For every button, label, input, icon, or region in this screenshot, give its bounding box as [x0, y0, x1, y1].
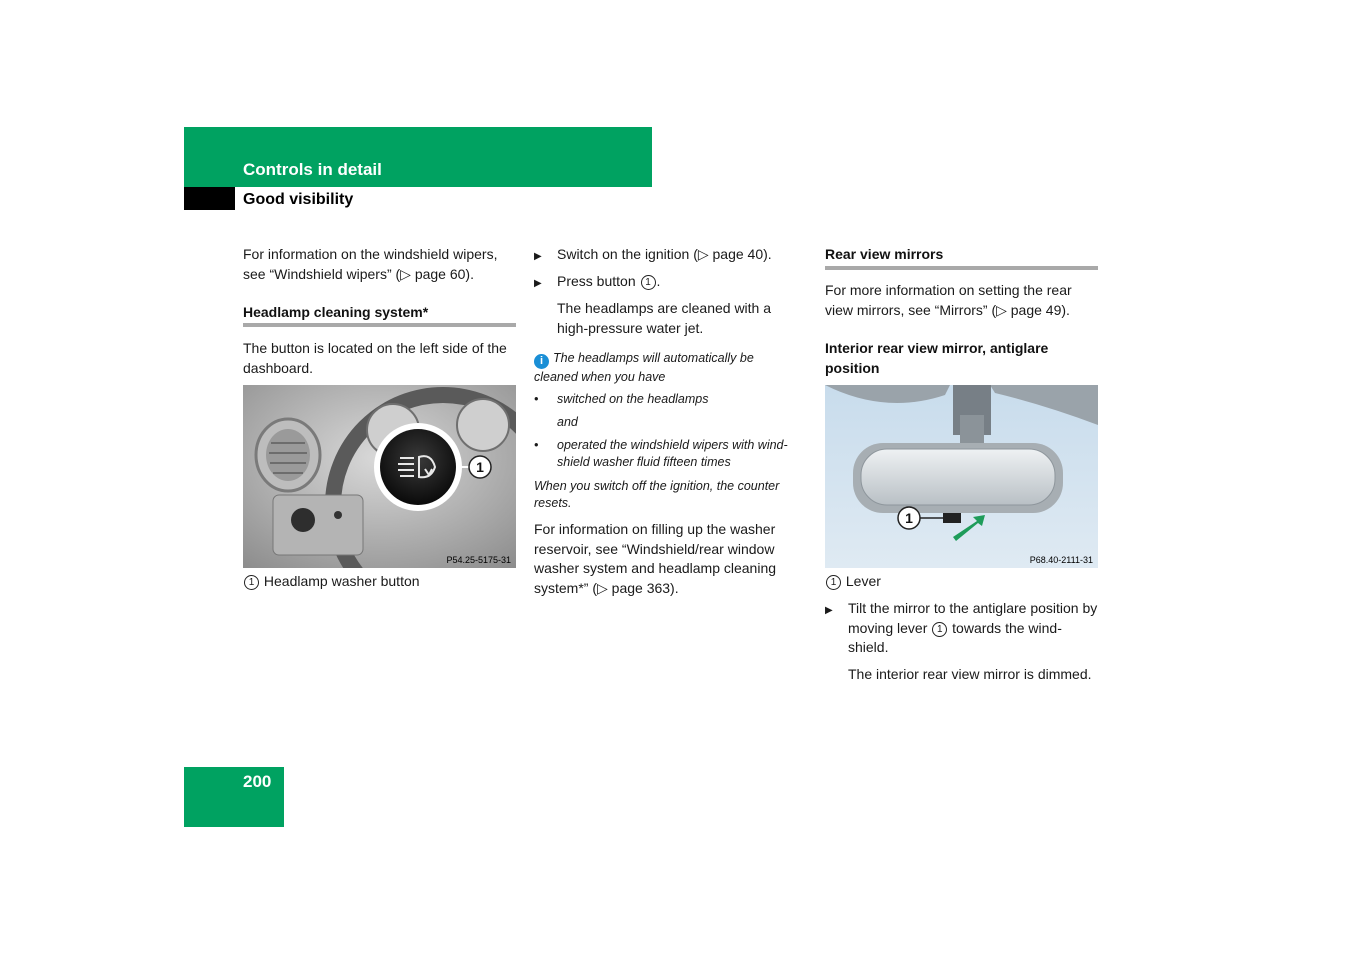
bullet-icon: •	[534, 392, 539, 406]
caption-headlamp-washer	[243, 572, 518, 592]
note-and: and	[557, 415, 578, 429]
rear-mirror-image	[825, 385, 1098, 568]
heading-rule	[825, 266, 1098, 270]
button-location-text: The button is located on the left side of the dashboard.	[243, 340, 507, 376]
section-tab-marker	[184, 187, 235, 210]
note-bullet-1: switched on the headlamps	[557, 392, 709, 406]
page-number: 200	[243, 772, 272, 791]
headlamp-button-image	[243, 385, 516, 568]
callout-marker: 1	[641, 275, 656, 290]
subsection-title: Good visibility	[243, 191, 354, 208]
bullet-icon: •	[534, 438, 539, 452]
callout-marker: 1	[932, 622, 947, 637]
note-end: When you switch off the ignition, the counter resets.	[534, 479, 780, 510]
image-code: P54.25-5175-31	[446, 555, 511, 565]
image-callout-1: 1	[905, 510, 913, 526]
caption-text: Headlamp washer button	[263, 573, 420, 589]
step-arrow-icon: ▶	[534, 278, 542, 289]
callout-marker: 1	[826, 575, 841, 590]
headlamp-cleaning-heading: Headlamp cleaning system*	[243, 304, 429, 320]
step-arrow-icon: ▶	[825, 605, 833, 616]
note-intro	[534, 350, 796, 386]
heading-rule	[243, 323, 516, 327]
rear-view-mirrors-heading: Rear view mirrors	[825, 246, 944, 262]
caption-text: Lever	[845, 573, 881, 589]
step-arrow-icon: ▶	[534, 251, 542, 262]
step-suffix: towards the wind-shield.	[848, 619, 1062, 655]
section-title: Controls in detail	[243, 160, 382, 179]
step-ignition: Switch on the ignition (▷ page 40).	[557, 246, 772, 262]
step-suffix: .	[656, 273, 661, 289]
step-text: Tilt the mirror to the antiglare position by moving lever	[848, 600, 1098, 636]
mirror-info-text: For more information on setting the rear view mirrors, see “Mirrors” (▷ page 49).	[825, 282, 1072, 318]
step-result: The headlamps are cleaned with a high-pressure water jet.	[557, 300, 772, 336]
wiper-info-text: For information on the windshield wipers, see “Windshield wipers” (▷ page 60).	[243, 246, 498, 282]
step-text: Press button	[557, 273, 636, 289]
image-code: P68.40-2111-31	[1029, 555, 1093, 565]
info-icon: i	[534, 354, 549, 369]
washer-reservoir-info: For information on filling up the washer reservoir, see “Windshield/rear window washer system and headlamp cleaning system*” (▷ page 363).	[534, 521, 777, 596]
callout-marker: 1	[244, 575, 259, 590]
step-press-button	[557, 272, 802, 292]
image-callout-1: 1	[476, 459, 484, 475]
step-tilt-mirror	[848, 599, 1100, 658]
note-bullet-2: operated the windshield wipers with wind-shield washer fluid fifteen times	[557, 438, 788, 469]
interior-mirror-subheading: Interior rear view mirror, antiglare position	[825, 340, 1049, 376]
mirror-dimmed-result: The interior rear view mirror is dimmed.	[848, 666, 1092, 682]
note-intro-text: The headlamps will automatically be cleaned when you have	[534, 351, 754, 384]
caption-lever	[825, 572, 1100, 592]
